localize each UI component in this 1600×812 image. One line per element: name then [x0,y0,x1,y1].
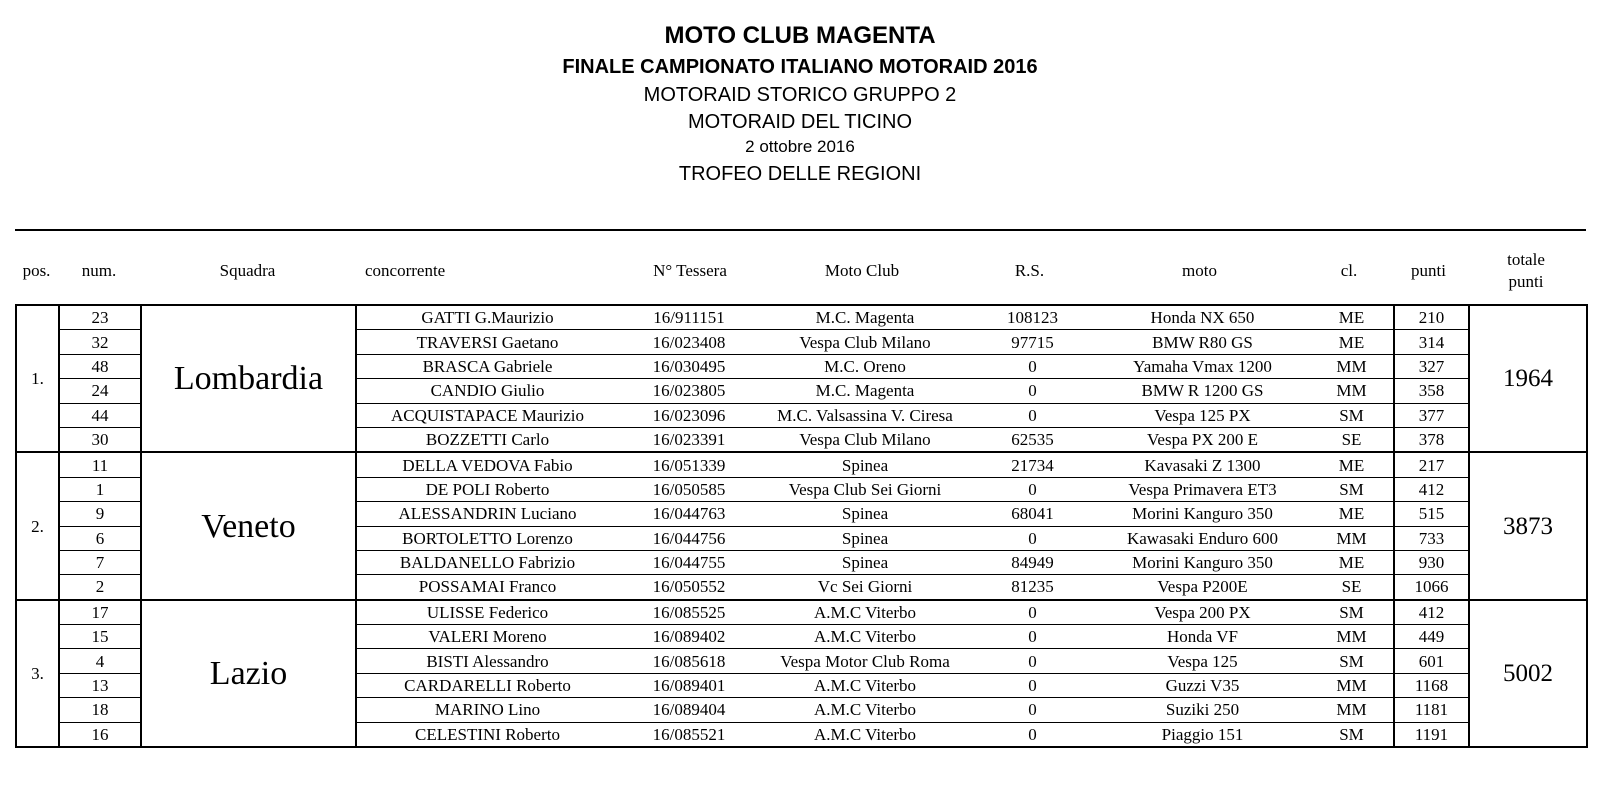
cell-tessera: 16/023391 [618,427,760,452]
cell-concorrente: CANDIO Giulio [356,379,618,403]
cell-num: 23 [59,305,141,330]
col-header-cl: cl. [1340,261,1358,280]
cell-moto-club: Spinea [760,526,970,550]
cell-tessera: 16/023096 [618,403,760,427]
team-position: 2. [16,452,59,599]
cell-punti: 378 [1394,427,1469,452]
cell-num: 1 [59,477,141,501]
cell-moto: Morini Kanguro 350 [1095,550,1310,574]
cell-punti: 449 [1394,625,1469,649]
cell-rs: 97715 [970,330,1095,354]
category-subtitle: MOTORAID STORICO GRUPPO 2 [643,84,957,106]
cell-punti: 377 [1394,403,1469,427]
cell-tessera: 16/089402 [618,625,760,649]
cell-moto: Vespa 125 [1095,649,1310,673]
table-row [16,600,1587,625]
cell-moto-club: A.M.C Viterbo [760,600,970,625]
cell-punti: 217 [1394,452,1469,477]
cell-concorrente: BALDANELLO Fabrizio [356,550,618,574]
cell-num: 17 [59,600,141,625]
cell-moto-club: Vc Sei Giorni [760,575,970,600]
results-table [15,304,1588,748]
cell-moto-club: Vespa Motor Club Roma [760,649,970,673]
cell-tessera: 16/050585 [618,477,760,501]
cell-moto: Morini Kanguro 350 [1095,502,1310,526]
team-total-points: 3873 [1469,452,1587,599]
cell-concorrente: TRAVERSI Gaetano [356,330,618,354]
team-position: 1. [16,305,59,452]
cell-rs: 0 [970,600,1095,625]
cell-rs: 0 [970,625,1095,649]
cell-num: 7 [59,550,141,574]
cell-rs: 0 [970,379,1095,403]
cell-num: 4 [59,649,141,673]
cell-punti: 1181 [1394,698,1469,722]
cell-punti: 733 [1394,526,1469,550]
cell-moto: Vespa PX 200 E [1095,427,1310,452]
cell-cl: MM [1310,379,1394,403]
cell-moto-club: Spinea [760,550,970,574]
cell-rs: 0 [970,477,1095,501]
cell-concorrente: BORTOLETTO Lorenzo [356,526,618,550]
cell-moto: Kawasaki Enduro 600 [1095,526,1310,550]
cell-cl: SM [1310,477,1394,501]
cell-cl: MM [1310,354,1394,378]
cell-moto-club: A.M.C Viterbo [760,625,970,649]
col-header-rs: R.S. [1014,261,1045,280]
col-header-totale [1466,243,1586,299]
cell-tessera: 16/044755 [618,550,760,574]
cell-tessera: 16/023408 [618,330,760,354]
col-header-pos: pos. [22,261,51,280]
cell-moto: BMW R 1200 GS [1095,379,1310,403]
cell-cl: ME [1310,452,1394,477]
cell-moto: Vespa P200E [1095,575,1310,600]
cell-num: 18 [59,698,141,722]
col-header-moto: moto [1182,261,1217,280]
cell-concorrente: ALESSANDRIN Luciano [356,502,618,526]
cell-moto: Vespa 200 PX [1095,600,1310,625]
cell-moto: Yamaha Vmax 1200 [1095,354,1310,378]
cell-concorrente: CARDARELLI Roberto [356,673,618,697]
cell-concorrente: MARINO Lino [356,698,618,722]
cell-moto: BMW R80 GS [1095,330,1310,354]
club-title: MOTO CLUB MAGENTA [664,22,936,49]
col-header-punti: punti [1411,261,1446,280]
cell-cl: ME [1310,502,1394,526]
cell-moto: Vespa Primavera ET3 [1095,477,1310,501]
cell-num: 11 [59,452,141,477]
cell-tessera: 16/911151 [618,305,760,330]
cell-moto-club: M.C. Magenta [760,379,970,403]
cell-rs: 0 [970,354,1095,378]
cell-moto: Guzzi V35 [1095,673,1310,697]
col-header-moto-club: Moto Club [824,261,900,280]
cell-cl: SM [1310,722,1394,747]
cell-moto: Piaggio 151 [1095,722,1310,747]
col-header-totale-line2: punti [1508,272,1544,291]
cell-punti: 1191 [1394,722,1469,747]
cell-moto: Kavasaki Z 1300 [1095,452,1310,477]
col-header-totale-line1: totale [1507,250,1545,269]
cell-cl: SM [1310,600,1394,625]
trophy-subtitle: TROFEO DELLE REGIONI [678,163,922,185]
cell-punti: 601 [1394,649,1469,673]
cell-moto-club: Vespa Club Milano [760,427,970,452]
cell-cl: SM [1310,403,1394,427]
cell-moto: Honda NX 650 [1095,305,1310,330]
col-header-num: num. [81,261,117,280]
cell-tessera: 16/044763 [618,502,760,526]
cell-rs: 62535 [970,427,1095,452]
cell-cl: MM [1310,625,1394,649]
cell-moto-club: A.M.C Viterbo [760,698,970,722]
cell-rs: 0 [970,649,1095,673]
cell-num: 32 [59,330,141,354]
event-date: 2 ottobre 2016 [745,137,855,156]
cell-punti: 1066 [1394,575,1469,600]
cell-rs: 0 [970,403,1095,427]
cell-num: 2 [59,575,141,600]
cell-punti: 1168 [1394,673,1469,697]
cell-num: 16 [59,722,141,747]
cell-punti: 314 [1394,330,1469,354]
cell-moto-club: M.C. Valsassina V. Ciresa [760,403,970,427]
cell-moto-club: A.M.C Viterbo [760,722,970,747]
cell-concorrente: ACQUISTAPACE Maurizio [356,403,618,427]
cell-cl: SE [1310,575,1394,600]
cell-punti: 515 [1394,502,1469,526]
cell-tessera: 16/085618 [618,649,760,673]
cell-rs: 0 [970,526,1095,550]
cell-tessera: 16/051339 [618,452,760,477]
cell-concorrente: POSSAMAI Franco [356,575,618,600]
cell-concorrente: BOZZETTI Carlo [356,427,618,452]
cell-num: 48 [59,354,141,378]
team-name: Lombardia [141,305,356,452]
cell-tessera: 16/089404 [618,698,760,722]
cell-moto-club: M.C. Oreno [760,354,970,378]
cell-num: 44 [59,403,141,427]
cell-rs: 68041 [970,502,1095,526]
cell-concorrente: BISTI Alessandro [356,649,618,673]
cell-cl: MM [1310,698,1394,722]
cell-cl: ME [1310,305,1394,330]
cell-moto: Suziki 250 [1095,698,1310,722]
cell-tessera: 16/023805 [618,379,760,403]
cell-moto-club: Spinea [760,502,970,526]
col-header-tessera: N° Tessera [653,261,727,280]
cell-tessera: 16/044756 [618,526,760,550]
cell-moto-club: Vespa Club Sei Giorni [760,477,970,501]
cell-concorrente: GATTI G.Maurizio [356,305,618,330]
results-body [16,305,1587,747]
cell-tessera: 16/030495 [618,354,760,378]
cell-moto: Honda VF [1095,625,1310,649]
cell-rs: 81235 [970,575,1095,600]
cell-cl: MM [1310,526,1394,550]
cell-moto-club: Vespa Club Milano [760,330,970,354]
col-header-squadra: Squadra [219,261,276,280]
cell-tessera: 16/085521 [618,722,760,747]
cell-punti: 412 [1394,600,1469,625]
team-position: 3. [16,600,59,747]
cell-punti: 358 [1394,379,1469,403]
table-row [16,452,1587,477]
cell-concorrente: BRASCA Gabriele [356,354,618,378]
cell-num: 6 [59,526,141,550]
cell-cl: SE [1310,427,1394,452]
cell-cl: ME [1310,550,1394,574]
event-subtitle: MOTORAID DEL TICINO [687,111,913,133]
cell-num: 30 [59,427,141,452]
cell-num: 15 [59,625,141,649]
cell-concorrente: DELLA VEDOVA Fabio [356,452,618,477]
cell-tessera: 16/050552 [618,575,760,600]
table-row [16,305,1587,330]
cell-punti: 327 [1394,354,1469,378]
cell-num: 24 [59,379,141,403]
cell-concorrente: ULISSE Federico [356,600,618,625]
col-header-concorrente: concorrente [365,261,446,280]
cell-cl: SM [1310,649,1394,673]
team-name: Lazio [141,600,356,747]
cell-rs: 0 [970,698,1095,722]
cell-tessera: 16/085525 [618,600,760,625]
cell-concorrente: DE POLI Roberto [356,477,618,501]
cell-rs: 0 [970,722,1095,747]
cell-punti: 210 [1394,305,1469,330]
cell-moto: Vespa 125 PX [1095,403,1310,427]
cell-cl: ME [1310,330,1394,354]
cell-punti: 930 [1394,550,1469,574]
cell-tessera: 16/089401 [618,673,760,697]
cell-rs: 21734 [970,452,1095,477]
cell-num: 13 [59,673,141,697]
team-name: Veneto [141,452,356,599]
team-total-points: 5002 [1469,600,1587,747]
header-divider [15,229,1586,231]
cell-moto-club: M.C. Magenta [760,305,970,330]
cell-rs: 108123 [970,305,1095,330]
cell-concorrente: VALERI Moreno [356,625,618,649]
championship-title: FINALE CAMPIONATO ITALIANO MOTORAID 2016 [562,56,1038,78]
cell-rs: 84949 [970,550,1095,574]
cell-concorrente: CELESTINI Roberto [356,722,618,747]
cell-moto-club: Spinea [760,452,970,477]
cell-cl: MM [1310,673,1394,697]
cell-moto-club: A.M.C Viterbo [760,673,970,697]
cell-num: 9 [59,502,141,526]
team-total-points: 1964 [1469,305,1587,452]
cell-rs: 0 [970,673,1095,697]
cell-punti: 412 [1394,477,1469,501]
